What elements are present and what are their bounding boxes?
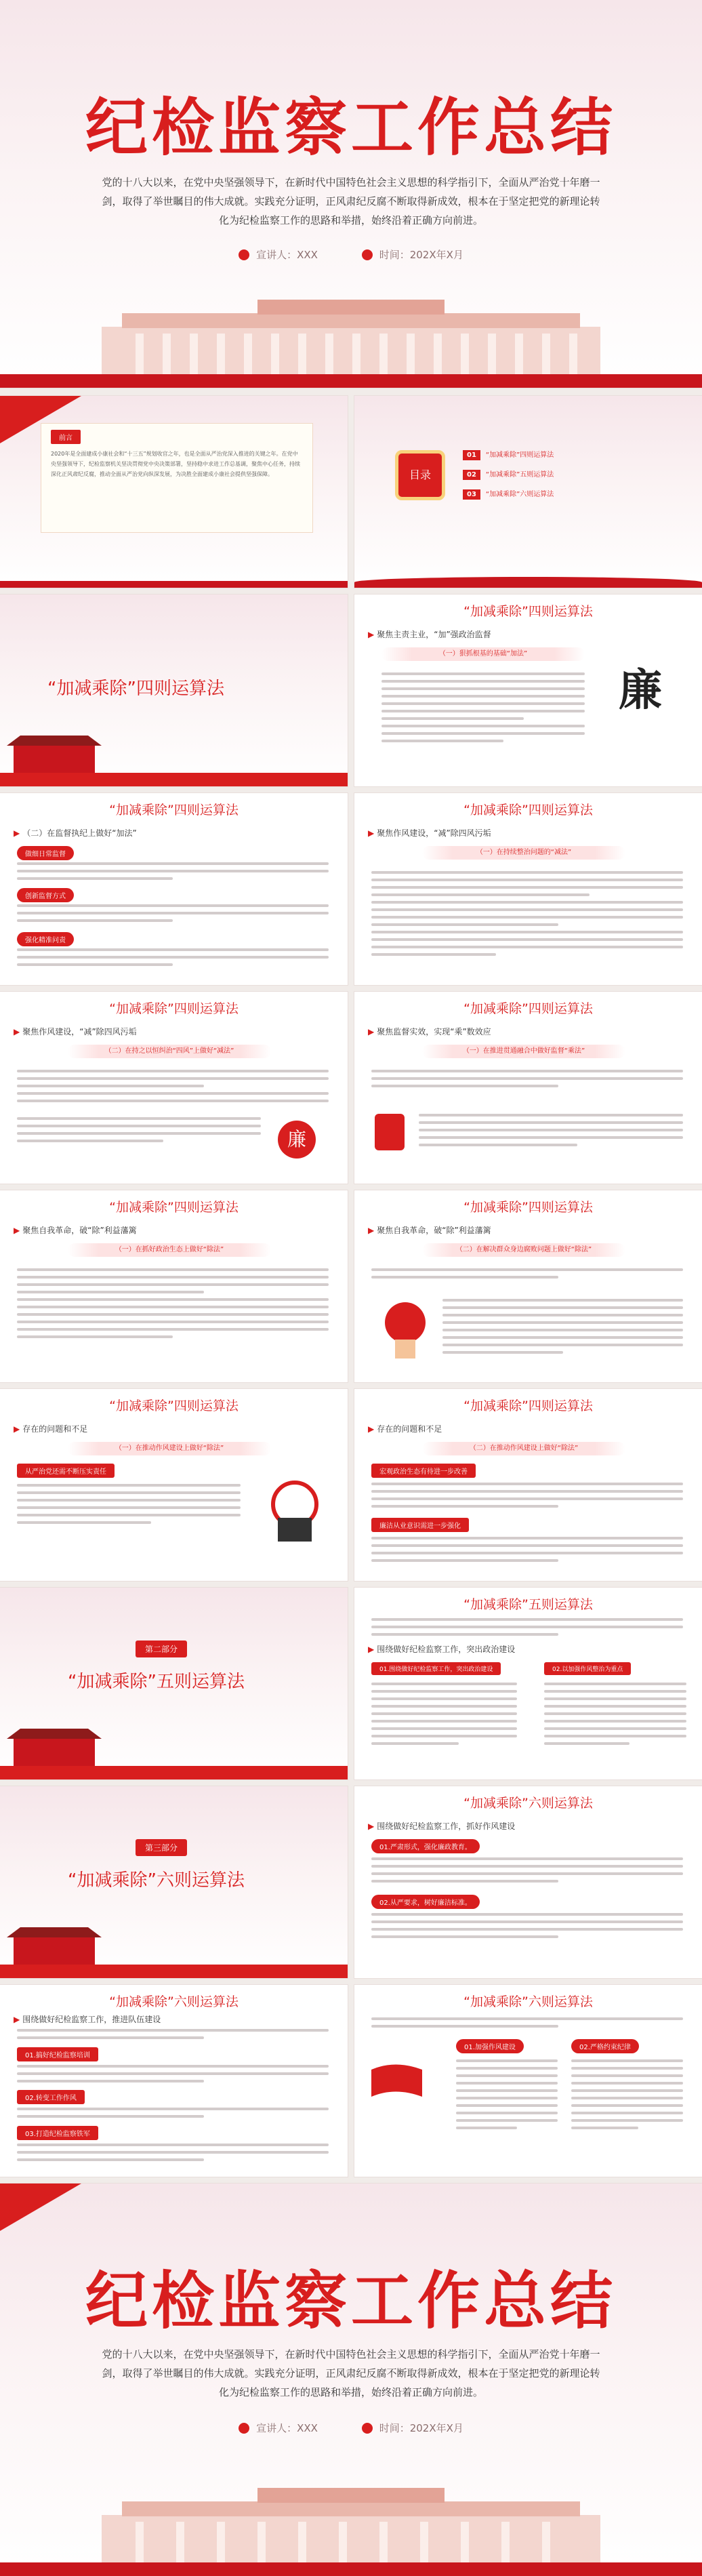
cover-time: 时间：202X年X月 xyxy=(379,249,463,261)
point-pill: 02.转变工作作风 xyxy=(17,2090,85,2104)
toc-item-no: 03 xyxy=(463,489,480,500)
slide-title: “加减乘除”五则运算法 xyxy=(463,1597,593,1612)
slide-title: “加减乘除”四则运算法 xyxy=(463,1398,593,1413)
slide-title: “加减乘除”四则运算法 xyxy=(463,1200,593,1215)
slide-banner: （一）在推进贯通融合中做好监督“乘法” xyxy=(422,1045,625,1058)
slide-subtitle: ▶ 围绕做好纪检监察工作，抓好作风建设 xyxy=(368,1822,516,1831)
cover-title: 纪检监察工作总结 xyxy=(85,92,617,164)
slide-four-7 xyxy=(354,1190,702,1382)
section2-title: “加减乘除”五则运算法 xyxy=(68,1672,245,1692)
slide-subtitle: ▶ 聚焦作风建设，“减”除四风污垢 xyxy=(14,1027,137,1037)
slide-title: “加减乘除”六则运算法 xyxy=(463,1994,593,2009)
slide-title: “加减乘除”四则运算法 xyxy=(109,1398,239,1413)
lian-calligraphy: 廉 xyxy=(619,665,662,716)
body-text-lines xyxy=(371,1913,683,1943)
slide-four-8 xyxy=(0,1389,348,1581)
slide-six-1 xyxy=(354,1786,702,1978)
section1-slide xyxy=(0,595,348,786)
tab-pill: 02.以加强作风整治为重点 xyxy=(544,1662,631,1675)
end-time: 时间：202X年X月 xyxy=(379,2422,463,2434)
body-text-lines xyxy=(371,1857,683,1887)
subtitle-text: 围绕做好纪检监察工作，推进队伍建设 xyxy=(22,2015,161,2024)
body-text-lines xyxy=(17,2029,329,2044)
slide-title: “加减乘除”四则运算法 xyxy=(463,1001,593,1016)
slide-four-5 xyxy=(354,992,702,1184)
slide-five-1 xyxy=(354,1588,702,1779)
subtitle-text: 聚焦主责主业，“加”强政治监督 xyxy=(377,630,491,639)
slide-title: “加减乘除”四则运算法 xyxy=(109,803,239,818)
slide-four-9 xyxy=(354,1389,702,1581)
body-text-lines xyxy=(17,1268,329,1343)
end-speaker: 宣讲人：XXX xyxy=(256,2422,318,2434)
subtitle-text: 聚焦监督实效，实现“乘”数效应 xyxy=(377,1027,491,1037)
clock-icon xyxy=(362,2423,373,2434)
slide-subtitle: ▶ 聚焦作风建设，“减”除四风污垢 xyxy=(368,828,491,838)
point-pill: 做细日常监督 xyxy=(17,846,74,860)
slide-banner: （一）狠抓根基的基础“加法” xyxy=(381,647,585,661)
slide-title: “加减乘除”四则运算法 xyxy=(463,803,593,818)
hall-illustration xyxy=(0,2474,702,2576)
body-text-lines xyxy=(371,1268,683,1283)
toc-item-text: “加减乘除”四则运算法 xyxy=(485,451,554,459)
body-text-lines xyxy=(17,1117,261,1147)
body-text-lines xyxy=(371,1537,683,1567)
toc-item[interactable] xyxy=(463,488,554,498)
body-text-lines xyxy=(381,672,585,747)
slide-banner: （二）在推动作风建设上做好“除法” xyxy=(422,1442,625,1455)
slide-six-2 xyxy=(0,1985,348,2177)
slide-subtitle: ▶ 围绕做好纪检监察工作，突出政治建设 xyxy=(368,1645,516,1654)
body-text-lines xyxy=(544,1683,686,1750)
subtitle-text: 围绕做好纪检监察工作，突出政治建设 xyxy=(377,1645,516,1654)
point-pill: 创新监督方式 xyxy=(17,888,74,902)
slide-title: “加减乘除”六则运算法 xyxy=(109,1994,239,2009)
preface-slide xyxy=(0,396,348,588)
body-text-lines xyxy=(419,1114,683,1151)
body-text-lines xyxy=(571,2059,683,2134)
end-paragraph: 党的十八大以来，在党中央坚强领导下，在新时代中国特色社会主义思想的科学指引下，全面从严治党十年磨一剑，取得了举世瞩目的伟大成就。实践充分证明，正风肃纪反腐不断取得新成效，根本在于坚定把党的新理论转化为纪检监察工作的思路和举措，始终沿着正确方向前进。 xyxy=(102,2348,600,2398)
section3-slide xyxy=(0,1786,348,1978)
slide-four-4 xyxy=(0,992,348,1184)
body-text-lines xyxy=(17,1070,329,1107)
time-item xyxy=(362,2422,463,2434)
section3-title: “加减乘除”六则运算法 xyxy=(68,1870,245,1891)
cover-speaker: 宣讲人：XXX xyxy=(256,249,318,261)
toc-item-text: “加减乘除”六则运算法 xyxy=(485,491,554,498)
section2-slide xyxy=(0,1588,348,1779)
subtitle-text: 聚焦自我革命，破“除”利益藩篱 xyxy=(377,1226,491,1235)
toc-list xyxy=(463,449,554,498)
section1-title: “加减乘除”四则运算法 xyxy=(47,679,224,699)
point-pill: 从严治党还需不断压实责任 xyxy=(17,1464,115,1478)
toc-item[interactable] xyxy=(463,468,554,479)
body-text-lines xyxy=(17,948,329,971)
tab-pill: 01.围绕做好纪检监察工作，突出政治建设 xyxy=(371,1662,501,1675)
slide-subtitle: ▶ 聚焦自我革命，破“除”利益藩篱 xyxy=(14,1226,137,1235)
subtitle-text: 聚焦作风建设，“减”除四风污垢 xyxy=(22,1027,137,1037)
toc-label: 目录 xyxy=(395,450,445,500)
tab-pill: 01.加强作风建设 xyxy=(456,2039,524,2053)
slide-title: “加减乘除”四则运算法 xyxy=(109,1001,239,1016)
flag-illustration xyxy=(368,2059,429,2107)
slide-title: “加减乘除”六则运算法 xyxy=(463,1796,593,1811)
cover-meta xyxy=(0,247,702,262)
end-meta xyxy=(0,2421,702,2435)
slide-subtitle: ▶ 围绕做好纪检监察工作，推进队伍建设 xyxy=(14,2015,161,2024)
slide-six-3 xyxy=(354,1985,702,2177)
point-pill: 强化精准问责 xyxy=(17,932,74,946)
slide-title: “加减乘除”四则运算法 xyxy=(463,604,593,619)
gate-illustration xyxy=(0,1924,348,1978)
speaker-item xyxy=(239,249,318,261)
body-text-lines xyxy=(17,862,329,885)
tab-pill: 02.严格约束纪律 xyxy=(571,2039,639,2053)
subtitle-text: 围绕做好纪检监察工作，抓好作风建设 xyxy=(377,1822,516,1831)
clock-icon xyxy=(362,249,373,260)
slide-four-1 xyxy=(354,595,702,786)
body-text-lines xyxy=(371,1683,517,1750)
gate-illustration xyxy=(0,732,348,786)
toc-item-no: 02 xyxy=(463,470,480,480)
slide-subtitle: ▶ 存在的问题和不足 xyxy=(368,1424,442,1434)
slide-banner: （一）在抓好政治生态上做好“除法” xyxy=(68,1243,271,1257)
body-text-lines xyxy=(371,871,683,961)
body-text-lines xyxy=(371,2017,683,2032)
subtitle-text: 聚焦自我革命，破“除”利益藩篱 xyxy=(22,1226,137,1235)
red-band xyxy=(0,581,348,588)
section2-label: 第二部分 xyxy=(136,1641,187,1657)
end-title: 纪检监察工作总结 xyxy=(85,2265,617,2337)
slide-subtitle: ▶ 聚焦主责主业，“加”强政治监督 xyxy=(368,630,491,639)
body-text-lines xyxy=(17,1484,241,1529)
subtitle-text: 存在的问题和不足 xyxy=(22,1424,88,1434)
tag-pill: 01.严肃形式，强化廉政教育。 xyxy=(371,1839,480,1853)
body-text-lines xyxy=(371,1618,683,1641)
body-text-lines xyxy=(17,2144,329,2166)
arrest-illustration xyxy=(257,1477,332,1545)
slide-subtitle: ▶ （二）在监督执纪上做好“加法” xyxy=(14,828,137,838)
user-icon xyxy=(239,249,249,260)
slide-title: “加减乘除”四则运算法 xyxy=(109,1200,239,1215)
preface-tag: 前言 xyxy=(51,430,81,444)
body-text-lines xyxy=(17,2065,329,2087)
body-text-lines xyxy=(17,904,329,927)
red-band xyxy=(354,577,702,588)
cover-paragraph: 党的十八大以来，在党中央坚强领导下，在新时代中国特色社会主义思想的科学指引下，全面从严治党十年磨一剑，取得了举世瞩目的伟大成就。实践充分证明，正风肃纪反腐不断取得新成效，根本在于坚定把党的新理论转化为纪检监察工作的思路和举措，始终沿着正确方向前进。 xyxy=(102,176,600,226)
clipboard-icon xyxy=(375,1114,405,1150)
slide-subtitle: ▶ 存在的问题和不足 xyxy=(14,1424,88,1434)
toc-slide xyxy=(354,396,702,588)
body-text-lines xyxy=(17,2108,329,2122)
preface-text: 2020年是全面建成小康社会和“十三五”规划收官之年，也是全面从严治党深入推进的关键之年。在党中央坚强领导下，纪检监察机关坚决贯彻党中央决策部署，坚持稳中求进工作总基调，聚焦中心任务，持续深化正风肃纪反腐，推动全面从严治党向纵深发展，为决胜全面建成小康社会提供坚强保障。 xyxy=(51,451,300,477)
body-text-lines xyxy=(371,1483,683,1512)
slide-banner: （一）在持续整治问题的“减法” xyxy=(422,846,625,860)
point-pill: 廉洁从业意识需进一步强化 xyxy=(371,1518,469,1532)
point-pill: 01.搞好纪检监察培训 xyxy=(17,2047,98,2061)
end-slide xyxy=(0,2183,702,2576)
body-text-lines xyxy=(371,1070,683,1092)
slide-banner: （二）在持之以恒纠治“四风”上做好“减法” xyxy=(68,1045,271,1058)
slide-subtitle: ▶ 聚焦监督实效，实现“乘”数效应 xyxy=(368,1027,491,1037)
slide-banner: （一）在推动作风建设上做好“除法” xyxy=(68,1442,271,1455)
slide-four-2 xyxy=(0,793,348,985)
stop-hand-illustration xyxy=(381,1299,429,1360)
subtitle-text: 存在的问题和不足 xyxy=(377,1424,442,1434)
point-pill: 宏观政治生态有待进一步改善 xyxy=(371,1464,476,1478)
flag-corner xyxy=(0,2183,81,2231)
speaker-item xyxy=(239,2422,318,2434)
lian-seal: 廉 xyxy=(278,1121,316,1159)
body-text-lines xyxy=(442,1299,683,1359)
hall-illustration xyxy=(0,286,702,388)
point-pill: 03.打造纪检监察铁军 xyxy=(17,2126,98,2140)
toc-item-no: 01 xyxy=(463,450,480,460)
slide-subtitle: ▶ 聚焦自我革命，破“除”利益藩篱 xyxy=(368,1226,491,1235)
slide-four-3 xyxy=(354,793,702,985)
gate-illustration xyxy=(0,1725,348,1779)
cover-slide xyxy=(0,0,702,388)
subtitle-text: 聚焦作风建设，“减”除四风污垢 xyxy=(377,828,491,838)
body-text-lines xyxy=(456,2059,558,2134)
toc-item[interactable] xyxy=(463,449,554,459)
time-item xyxy=(362,249,463,261)
slide-banner: （二）在解决群众身边腐败问题上做好“除法” xyxy=(422,1243,625,1257)
toc-item-text: “加减乘除”五则运算法 xyxy=(485,471,554,479)
user-icon xyxy=(239,2423,249,2434)
subtitle-text: （二）在监督执纪上做好“加法” xyxy=(22,828,137,838)
tag-pill: 02.从严要求，树好廉洁标准。 xyxy=(371,1895,480,1909)
slide-four-6 xyxy=(0,1190,348,1382)
section3-label: 第三部分 xyxy=(136,1839,187,1856)
